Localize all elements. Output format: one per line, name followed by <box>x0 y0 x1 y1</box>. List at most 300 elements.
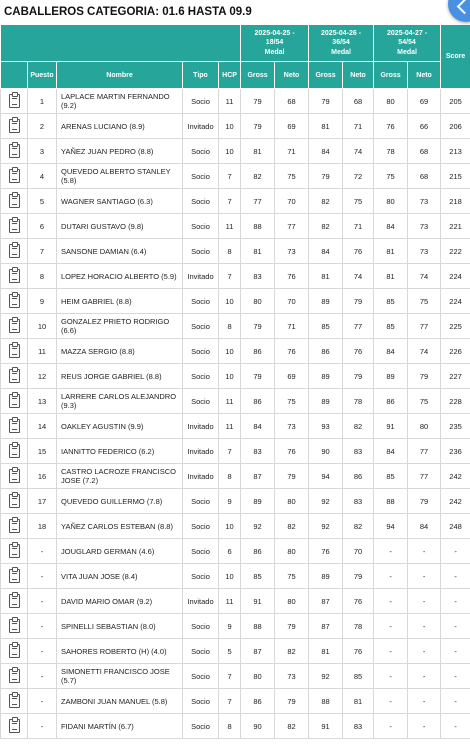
gross-cell: 94 <box>374 514 408 539</box>
gross-cell: 79 <box>309 164 343 189</box>
puesto-cell: - <box>28 639 57 664</box>
neto-cell: 73 <box>275 664 309 689</box>
row-icon-cell <box>1 314 28 339</box>
neto-cell: 82 <box>275 639 309 664</box>
score-cell: 242 <box>441 489 470 514</box>
name-cell: GONZALEZ PRIETO RODRIGO (6.6) <box>57 314 183 339</box>
score-cell: 227 <box>441 364 470 389</box>
row-icon-cell <box>1 264 28 289</box>
neto-cell: 77 <box>408 464 441 489</box>
score-cell: 235 <box>441 414 470 439</box>
score-cell: - <box>441 714 470 739</box>
table-row <box>1 539 470 564</box>
score-cell: - <box>441 614 470 639</box>
clipboard-icon[interactable] <box>9 219 20 233</box>
neto-cell: 76 <box>275 264 309 289</box>
gross-cell: 86 <box>374 389 408 414</box>
gross-cell: 79 <box>241 364 275 389</box>
gross-cell: 84 <box>374 439 408 464</box>
neto-cell: 85 <box>343 664 374 689</box>
gross-cell: 86 <box>241 539 275 564</box>
score-cell: 224 <box>441 289 470 314</box>
clipboard-icon[interactable] <box>9 169 20 183</box>
neto-cell: 76 <box>343 339 374 364</box>
name-cell: ZAMBONI JUAN MANUEL (5.8) <box>57 689 183 714</box>
gross-cell: 79 <box>309 89 343 114</box>
puesto-cell: 13 <box>28 389 57 414</box>
gross-cell: 84 <box>309 239 343 264</box>
neto-cell: 74 <box>408 339 441 364</box>
table-row <box>1 364 470 389</box>
neto-cell: 79 <box>408 489 441 514</box>
gross-cell: 90 <box>309 439 343 464</box>
neto-cell: 68 <box>408 139 441 164</box>
neto-cell: 78 <box>343 389 374 414</box>
neto-cell: 75 <box>275 164 309 189</box>
gross-cell: 80 <box>241 664 275 689</box>
row-icon-cell <box>1 339 28 364</box>
tipo-cell: Invitado <box>183 414 219 439</box>
table-row <box>1 339 470 364</box>
neto-cell: - <box>408 689 441 714</box>
tipo-cell: Socio <box>183 539 219 564</box>
tipo-cell: Socio <box>183 89 219 114</box>
tipo-cell: Socio <box>183 564 219 589</box>
gross-cell: 81 <box>309 114 343 139</box>
name-cell: SANSONE DAMIAN (6.4) <box>57 239 183 264</box>
gross-cell: 76 <box>309 539 343 564</box>
score-cell: 225 <box>441 314 470 339</box>
tipo-cell: Invitado <box>183 439 219 464</box>
gross-cell: 84 <box>241 414 275 439</box>
neto-cell: 69 <box>275 114 309 139</box>
score-cell: 236 <box>441 439 470 464</box>
gross-cell: 85 <box>374 289 408 314</box>
row-icon-cell <box>1 664 28 689</box>
table-row <box>1 639 470 664</box>
puesto-cell: - <box>28 564 57 589</box>
clipboard-icon[interactable] <box>9 419 20 433</box>
puesto-cell: 14 <box>28 414 57 439</box>
tipo-cell: Socio <box>183 639 219 664</box>
gross-cell: 77 <box>241 189 275 214</box>
gross-cell: 91 <box>241 589 275 614</box>
gross-cell: 85 <box>309 314 343 339</box>
puesto-cell: 18 <box>28 514 57 539</box>
hcp-cell: 7 <box>219 264 241 289</box>
gross-cell: 89 <box>309 289 343 314</box>
tipo-cell: Socio <box>183 164 219 189</box>
hcp-cell: 8 <box>219 714 241 739</box>
neto-cell: 79 <box>343 289 374 314</box>
puesto-cell: 5 <box>28 189 57 214</box>
row-icon-cell <box>1 239 28 264</box>
gross-cell: 80 <box>374 89 408 114</box>
gross-cell: 81 <box>374 239 408 264</box>
name-cell: QUEVEDO GUILLERMO (7.8) <box>57 489 183 514</box>
puesto-cell: 2 <box>28 114 57 139</box>
clipboard-icon[interactable] <box>9 444 20 458</box>
row-icon-cell <box>1 214 28 239</box>
gross-cell: 85 <box>374 464 408 489</box>
hcp-cell: 10 <box>219 139 241 164</box>
puesto-cell: 11 <box>28 339 57 364</box>
tipo-cell: Socio <box>183 239 219 264</box>
gross-cell: 83 <box>241 439 275 464</box>
puesto-cell: 7 <box>28 239 57 264</box>
icon-column-header <box>1 62 28 89</box>
table-row <box>1 389 470 414</box>
hcp-cell: 11 <box>219 214 241 239</box>
neto-cell: 83 <box>343 489 374 514</box>
gross-cell: 92 <box>309 664 343 689</box>
row-icon-cell <box>1 89 28 114</box>
gross-cell: - <box>374 689 408 714</box>
name-cell: LOPEZ HORACIO ALBERTO (5.9) <box>57 264 183 289</box>
name-cell: DUTARI GUSTAVO (9.8) <box>57 214 183 239</box>
gross-cell: 81 <box>241 239 275 264</box>
puesto-cell: 8 <box>28 264 57 289</box>
table-row <box>1 514 470 539</box>
puesto-cell: 4 <box>28 164 57 189</box>
clipboard-icon[interactable] <box>9 244 20 258</box>
name-cell: OAKLEY AGUSTIN (9.9) <box>57 414 183 439</box>
gross-cell: 81 <box>241 139 275 164</box>
hcp-cell: 10 <box>219 339 241 364</box>
name-cell: VITA JUAN JOSE (8.4) <box>57 564 183 589</box>
page-title: CABALLEROS CATEGORIA: 01.6 HASTA 09.9 <box>4 6 252 18</box>
neto-cell: 75 <box>408 289 441 314</box>
clipboard-icon[interactable] <box>9 719 20 733</box>
name-cell: LAPLACE MARTIN FERNANDO (9.2) <box>57 89 183 114</box>
name-cell: ARENAS LUCIANO (8.9) <box>57 114 183 139</box>
gross-cell: 82 <box>309 189 343 214</box>
tipo-cell: Socio <box>183 189 219 214</box>
gross-cell: 79 <box>241 89 275 114</box>
puesto-cell: 6 <box>28 214 57 239</box>
table-row <box>1 214 470 239</box>
tipo-cell: Invitado <box>183 114 219 139</box>
neto-cell: 71 <box>343 214 374 239</box>
table-row <box>1 414 470 439</box>
tipo-cell: Socio <box>183 364 219 389</box>
score-header[interactable]: Score <box>441 25 470 89</box>
gross-cell: 84 <box>309 139 343 164</box>
name-cell: SIMONETTI FRANCISCO JOSE (5.7) <box>57 664 183 689</box>
name-cell: FIDANI MARTÍN (6.7) <box>57 714 183 739</box>
gross-cell: 81 <box>309 264 343 289</box>
table-row <box>1 114 470 139</box>
round-2-header: 2025-04-26 - 36/54 Medal <box>309 25 374 62</box>
row-icon-cell <box>1 114 28 139</box>
row-icon-cell <box>1 589 28 614</box>
gross-header[interactable]: Gross <box>241 62 275 89</box>
hcp-cell: 11 <box>219 89 241 114</box>
clipboard-icon[interactable] <box>9 344 20 358</box>
neto-cell: 70 <box>275 289 309 314</box>
hcp-cell: 8 <box>219 239 241 264</box>
neto-cell: 71 <box>275 139 309 164</box>
neto-cell: - <box>408 714 441 739</box>
clipboard-icon[interactable] <box>9 594 20 608</box>
tipo-cell: Socio <box>183 314 219 339</box>
clipboard-icon[interactable] <box>9 619 20 633</box>
gross-cell: 88 <box>241 614 275 639</box>
name-cell: DAVID MARIO OMAR (9.2) <box>57 589 183 614</box>
round-3-header: 2025-04-27 - 54/54 Medal <box>374 25 441 62</box>
name-cell: YAÑEZ JUAN PEDRO (8.8) <box>57 139 183 164</box>
table-row <box>1 189 470 214</box>
neto-cell: 79 <box>275 614 309 639</box>
hcp-cell: 9 <box>219 489 241 514</box>
gross-cell: 87 <box>309 614 343 639</box>
gross-header[interactable]: Gross <box>374 62 408 89</box>
hcp-cell: 10 <box>219 564 241 589</box>
name-cell: IANNITTO FEDERICO (6.2) <box>57 439 183 464</box>
clipboard-icon[interactable] <box>9 144 20 158</box>
gross-cell: - <box>374 614 408 639</box>
clipboard-icon[interactable] <box>9 94 20 108</box>
puesto-cell: 12 <box>28 364 57 389</box>
neto-cell: 82 <box>343 414 374 439</box>
clipboard-icon[interactable] <box>9 294 20 308</box>
header-blank <box>1 25 241 62</box>
score-cell: 226 <box>441 339 470 364</box>
neto-cell: 74 <box>408 264 441 289</box>
neto-cell: 79 <box>343 564 374 589</box>
neto-cell: 74 <box>343 139 374 164</box>
name-cell: MAZZA SERGIO (8.8) <box>57 339 183 364</box>
puesto-cell: 1 <box>28 89 57 114</box>
hcp-cell: 10 <box>219 514 241 539</box>
score-cell: - <box>441 539 470 564</box>
score-cell: 224 <box>441 264 470 289</box>
gross-cell: - <box>374 714 408 739</box>
gross-cell: 87 <box>309 589 343 614</box>
hcp-cell: 9 <box>219 614 241 639</box>
row-icon-cell <box>1 614 28 639</box>
name-cell: REUS JORGE GABRIEL (8.8) <box>57 364 183 389</box>
neto-cell: - <box>408 639 441 664</box>
table-row <box>1 164 470 189</box>
name-cell: YAÑEZ CARLOS ESTEBAN (8.8) <box>57 514 183 539</box>
name-cell: CASTRO LACROZE FRANCISCO JOSE (7.2) <box>57 464 183 489</box>
row-icon-cell <box>1 439 28 464</box>
neto-cell: - <box>408 539 441 564</box>
neto-cell: 73 <box>275 414 309 439</box>
gross-cell: 91 <box>309 714 343 739</box>
clipboard-icon[interactable] <box>9 269 20 283</box>
table-row <box>1 489 470 514</box>
neto-cell: 75 <box>343 189 374 214</box>
score-cell: 218 <box>441 189 470 214</box>
clipboard-icon[interactable] <box>9 644 20 658</box>
gross-cell: - <box>374 639 408 664</box>
clipboard-icon[interactable] <box>9 319 20 333</box>
neto-cell: 79 <box>275 464 309 489</box>
gross-cell: - <box>374 564 408 589</box>
clipboard-icon[interactable] <box>9 194 20 208</box>
neto-cell: 68 <box>343 89 374 114</box>
gross-cell: 83 <box>241 264 275 289</box>
tipo-cell: Socio <box>183 139 219 164</box>
neto-cell: 71 <box>343 114 374 139</box>
nombre-header[interactable]: Nombre <box>57 62 183 89</box>
name-cell: JOUGLARD GERMAN (4.6) <box>57 539 183 564</box>
gross-cell: - <box>374 539 408 564</box>
clipboard-icon[interactable] <box>9 119 20 133</box>
neto-cell: 70 <box>275 189 309 214</box>
gross-cell: 93 <box>309 414 343 439</box>
neto-header[interactable]: Neto <box>408 62 441 89</box>
neto-cell: 77 <box>275 214 309 239</box>
name-cell: QUEVEDO ALBERTO STANLEY (5.8) <box>57 164 183 189</box>
neto-cell: 69 <box>408 89 441 114</box>
puesto-cell: - <box>28 689 57 714</box>
row-icon-cell <box>1 464 28 489</box>
neto-cell: 82 <box>275 714 309 739</box>
neto-cell: - <box>408 589 441 614</box>
gross-cell: 87 <box>241 464 275 489</box>
name-cell: SPINELLI SEBASTIAN (8.0) <box>57 614 183 639</box>
hcp-cell: 10 <box>219 289 241 314</box>
neto-cell: 71 <box>275 314 309 339</box>
neto-cell: 79 <box>275 689 309 714</box>
puesto-cell: - <box>28 664 57 689</box>
name-cell: HEIM GABRIEL (8.8) <box>57 289 183 314</box>
table-row <box>1 139 470 164</box>
neto-cell: 66 <box>408 114 441 139</box>
clipboard-icon[interactable] <box>9 544 20 558</box>
score-cell: 228 <box>441 389 470 414</box>
gross-cell: 88 <box>374 489 408 514</box>
puesto-cell: - <box>28 539 57 564</box>
neto-header[interactable]: Neto <box>343 62 374 89</box>
gross-cell: 79 <box>241 114 275 139</box>
clipboard-icon[interactable] <box>9 394 20 408</box>
score-cell: - <box>441 664 470 689</box>
neto-cell: 83 <box>343 714 374 739</box>
row-icon-cell <box>1 364 28 389</box>
table-row <box>1 689 470 714</box>
score-cell: - <box>441 589 470 614</box>
puesto-cell: 15 <box>28 439 57 464</box>
neto-cell: 80 <box>275 539 309 564</box>
clipboard-icon[interactable] <box>9 369 20 383</box>
gross-cell: 79 <box>241 314 275 339</box>
clipboard-icon[interactable] <box>9 669 20 683</box>
tipo-header[interactable]: Tipo <box>183 62 219 89</box>
score-cell: 221 <box>441 214 470 239</box>
puesto-cell: - <box>28 589 57 614</box>
table-row <box>1 239 470 264</box>
row-icon-cell <box>1 189 28 214</box>
neto-header[interactable]: Neto <box>275 62 309 89</box>
neto-cell: 77 <box>343 314 374 339</box>
hcp-header[interactable]: HCP <box>219 62 241 89</box>
clipboard-icon[interactable] <box>9 494 20 508</box>
score-cell: 215 <box>441 164 470 189</box>
hcp-cell: 7 <box>219 439 241 464</box>
neto-cell: - <box>408 664 441 689</box>
gross-cell: 76 <box>374 114 408 139</box>
gross-cell: 80 <box>374 189 408 214</box>
clipboard-icon[interactable] <box>9 519 20 533</box>
gross-cell: 94 <box>309 464 343 489</box>
hcp-cell: 7 <box>219 189 241 214</box>
neto-cell: 73 <box>408 189 441 214</box>
puesto-cell: 3 <box>28 139 57 164</box>
gross-cell: 89 <box>241 489 275 514</box>
gross-cell: 92 <box>241 514 275 539</box>
neto-cell: 79 <box>408 364 441 389</box>
gross-header[interactable]: Gross <box>309 62 343 89</box>
row-icon-cell <box>1 139 28 164</box>
row-icon-cell <box>1 389 28 414</box>
score-cell: 248 <box>441 514 470 539</box>
neto-cell: 73 <box>275 239 309 264</box>
clipboard-icon[interactable] <box>9 469 20 483</box>
neto-cell: - <box>408 564 441 589</box>
tipo-cell: Socio <box>183 339 219 364</box>
table-row <box>1 564 470 589</box>
tipo-cell: Socio <box>183 614 219 639</box>
neto-cell: 86 <box>343 464 374 489</box>
puesto-cell: 10 <box>28 314 57 339</box>
tipo-cell: Socio <box>183 214 219 239</box>
hcp-cell: 6 <box>219 539 241 564</box>
tipo-cell: Invitado <box>183 589 219 614</box>
gross-cell: 89 <box>309 389 343 414</box>
clipboard-icon[interactable] <box>9 569 20 583</box>
gross-cell: 84 <box>374 214 408 239</box>
score-cell: 205 <box>441 89 470 114</box>
clipboard-icon[interactable] <box>9 694 20 708</box>
neto-cell: 75 <box>275 389 309 414</box>
gross-cell: 81 <box>309 639 343 664</box>
row-icon-cell <box>1 714 28 739</box>
name-cell: WAGNER SANTIAGO (6.3) <box>57 189 183 214</box>
puesto-header[interactable]: Puesto <box>28 62 57 89</box>
row-icon-cell <box>1 689 28 714</box>
hcp-cell: 7 <box>219 689 241 714</box>
gross-cell: 85 <box>241 564 275 589</box>
neto-cell: 76 <box>343 239 374 264</box>
puesto-cell: 17 <box>28 489 57 514</box>
row-icon-cell <box>1 564 28 589</box>
table-row <box>1 289 470 314</box>
gross-cell: 88 <box>241 214 275 239</box>
table-row <box>1 89 470 114</box>
tipo-cell: Socio <box>183 714 219 739</box>
tipo-cell: Socio <box>183 389 219 414</box>
gross-cell: 82 <box>241 164 275 189</box>
neto-cell: 74 <box>343 264 374 289</box>
neto-cell: 82 <box>343 514 374 539</box>
neto-cell: 78 <box>343 614 374 639</box>
table-row <box>1 589 470 614</box>
hcp-cell: 8 <box>219 464 241 489</box>
gross-cell: 85 <box>374 314 408 339</box>
neto-cell: 81 <box>343 689 374 714</box>
neto-cell: 72 <box>343 164 374 189</box>
tipo-cell: Invitado <box>183 464 219 489</box>
row-icon-cell <box>1 289 28 314</box>
gross-cell: 86 <box>241 389 275 414</box>
gross-cell: 87 <box>241 639 275 664</box>
gross-cell: 86 <box>241 339 275 364</box>
table-row <box>1 264 470 289</box>
